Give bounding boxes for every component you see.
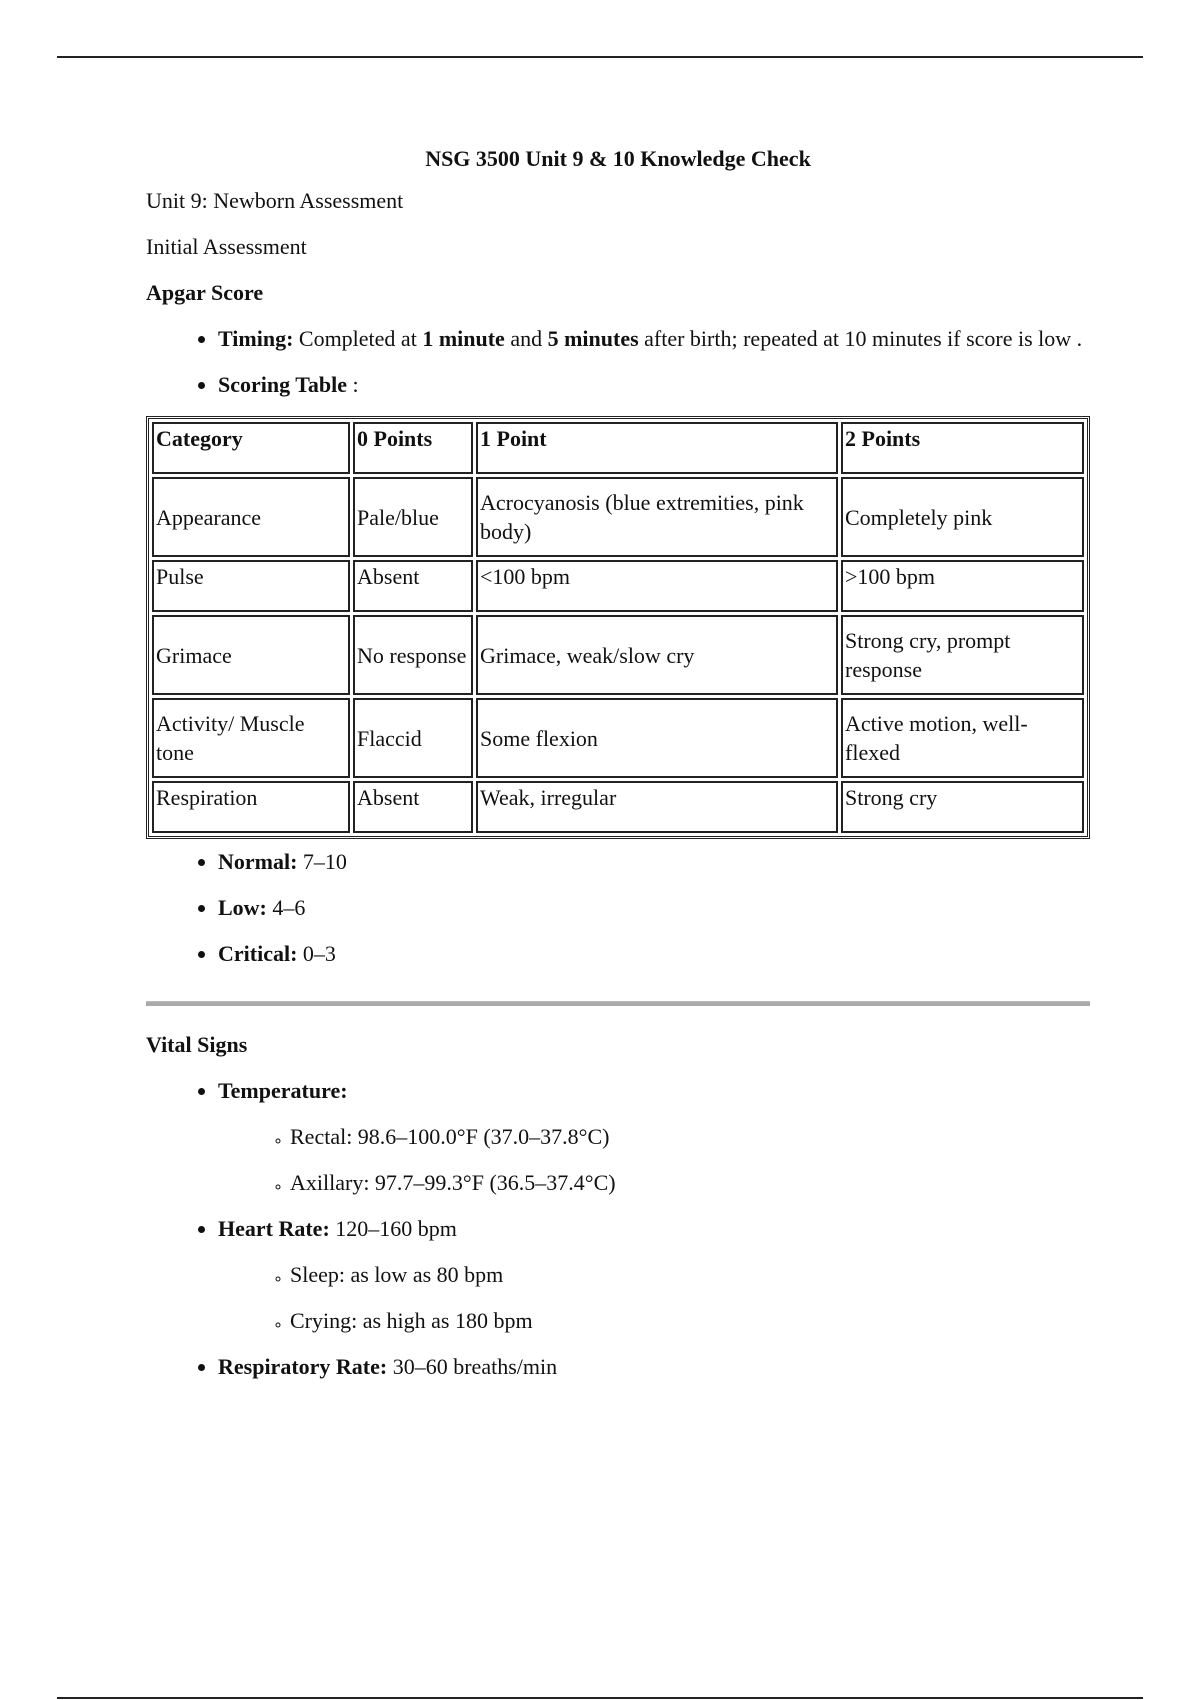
apgar-scoring-table [146,416,1090,839]
list-item: ◦ Axillary: 97.7–99.3°F (36.5–37.4°C) [290,1168,1090,1198]
temperature-sublist [218,1122,1090,1198]
header-1-point: 1 Point [476,422,838,474]
timing-bold-2: 5 minutes [547,326,639,351]
vital-signs-list [146,1076,1090,1382]
range-critical [218,939,1090,969]
table-row [152,615,1084,695]
range-value: 7–10 [297,849,347,874]
heart-rate-value: 120–160 bpm [329,1216,457,1241]
cell-0-points: Absent [353,560,473,612]
range-value: 0–3 [297,941,336,966]
header-category: Category [152,422,350,474]
timing-label: Timing: [218,326,294,351]
cell-0-points: Pale/blue [353,477,473,557]
range-label: Low: [218,895,267,920]
timing-text-1: Completed at [293,326,423,351]
respiratory-rate-label: Respiratory Rate: [218,1354,388,1379]
table-header-row [152,422,1084,474]
heart-rate-sublist [218,1260,1090,1336]
timing-bold-1: 1 minute [422,326,505,351]
list-item: ◦ Crying: as high as 180 bpm [290,1306,1090,1336]
cell-2-points: Strong cry, prompt response [841,615,1084,695]
timing-text-2: and [504,326,548,351]
section-divider [146,1001,1090,1006]
vital-signs-heading: Vital Signs [146,1032,248,1057]
heart-rate-label: Heart Rate: [218,1216,330,1241]
respiratory-rate-value: 30–60 breaths/min [387,1354,558,1379]
timing-text-3: after birth; repeated at 10 minutes if score is low . [638,326,1083,351]
range-low [218,893,1090,923]
cell-1-point: Grimace, weak/slow cry [476,615,838,695]
header-0-points: 0 Points [353,422,473,474]
range-normal [218,847,1090,877]
cell-2-points: Strong cry [841,781,1084,833]
cell-0-points: Absent [353,781,473,833]
top-rule [57,56,1143,58]
table-row [152,560,1084,612]
document-page [146,140,1090,1398]
unit-heading: Unit 9: Newborn Assessment [146,188,404,213]
apgar-heading: Apgar Score [146,280,264,305]
cell-category: Activity/ Muscle tone [152,698,350,778]
range-value: 4–6 [266,895,306,920]
scoring-table-item [218,370,1090,400]
document-title: NSG 3500 Unit 9 & 10 Knowledge Check [425,146,811,171]
header-2-points: 2 Points [841,422,1084,474]
cell-category: Pulse [152,560,350,612]
section-heading: Initial Assessment [146,234,307,259]
range-label: Normal: [218,849,298,874]
scoring-table-suffix: : [346,372,359,397]
cell-2-points: Completely pink [841,477,1084,557]
cell-0-points: Flaccid [353,698,473,778]
apgar-ranges-list [146,847,1090,969]
timing-item [218,324,1090,354]
cell-category: Respiration [152,781,350,833]
cell-2-points: Active motion, well-flexed [841,698,1084,778]
cell-category: Appearance [152,477,350,557]
table-row [152,781,1084,833]
cell-1-point: Acrocyanosis (blue extremities, pink body) [476,477,838,557]
list-item: ◦ Sleep: as low as 80 bpm [290,1260,1090,1290]
range-label: Critical: [218,941,298,966]
cell-0-points: No response [353,615,473,695]
temperature-label: Temperature: [218,1078,348,1103]
list-item: ◦ Rectal: 98.6–100.0°F (37.0–37.8°C) [290,1122,1090,1152]
temperature-item [218,1076,1090,1198]
cell-2-points: >100 bpm [841,560,1084,612]
cell-1-point: Some flexion [476,698,838,778]
scoring-table-label: Scoring Table [218,372,347,397]
table-row [152,698,1084,778]
bottom-rule [57,1697,1143,1699]
respiratory-rate-item [218,1352,1090,1382]
table-row [152,477,1084,557]
cell-category: Grimace [152,615,350,695]
heart-rate-item [218,1214,1090,1336]
cell-1-point: <100 bpm [476,560,838,612]
apgar-info-list [146,324,1090,400]
cell-1-point: Weak, irregular [476,781,838,833]
